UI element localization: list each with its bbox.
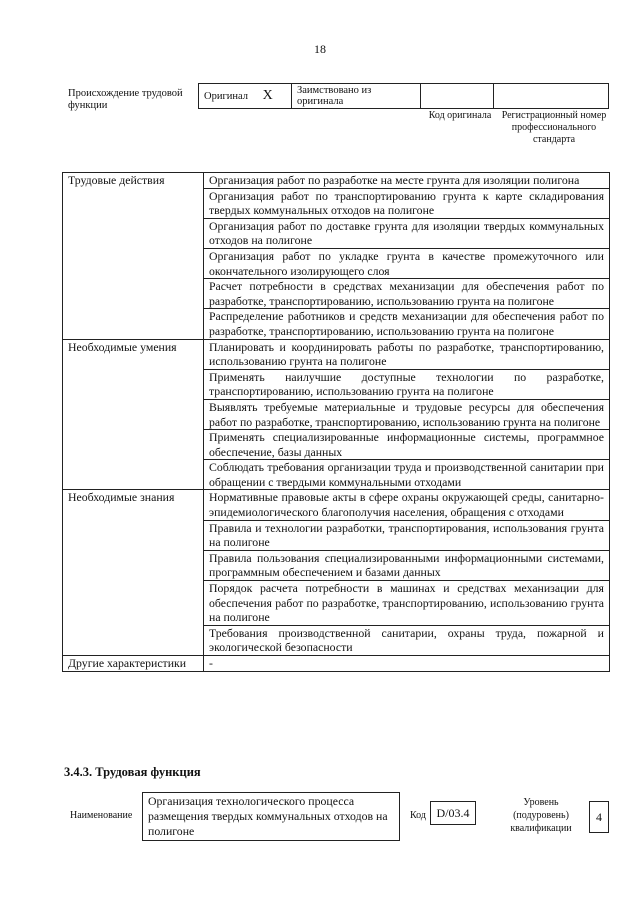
item-cell: Применять специализированные информационные системы, программное обеспечение, базы данных <box>204 430 610 460</box>
table-row <box>63 339 610 369</box>
code-original-caption: Код оригинала <box>428 110 492 121</box>
qualification-level-label: Уровень (подуровень) квалификации <box>510 797 572 834</box>
item-cell: Расчет потребности в средствах механизации для обеспечения работ по разработке, транспортированию, использованию грунта на полигоне <box>204 279 610 309</box>
item-cell: Организация работ по разработке на месте грунта для изоляции полигона <box>204 173 610 189</box>
item-cell: Распределение работников и средств механизации для обеспечения работ по разработке, транспортированию, использованию грунта на полигоне <box>204 309 610 339</box>
item-cell: Организация работ по укладке грунта в качестве промежуточного или окончательного изолирующего слоя <box>204 248 610 278</box>
category-cell: Трудовые действия <box>63 173 204 340</box>
original-mark: X <box>262 88 273 103</box>
item-cell: Правила и технологии разработки, транспортирования, использования грунта на полигоне <box>204 520 610 550</box>
name-label: Наименование <box>70 810 133 821</box>
category-cell: Необходимые умения <box>63 339 204 490</box>
table-row <box>63 490 610 520</box>
item-cell: - <box>204 656 610 672</box>
table-row <box>63 656 610 672</box>
item-cell: Требования производственной санитарии, охраны труда, пожарной и экологической безопасности <box>204 625 610 655</box>
item-cell: Правила пользования специализированными информационными системами, программным обеспечением и базами данных <box>204 550 610 580</box>
origin-label: Происхождение трудовой функции <box>68 88 183 111</box>
labor-function-table <box>62 172 610 672</box>
item-cell: Выявлять требуемые материальные и трудовые ресурсы для обеспечения работ по разработке, транспортированию, использованию грунта на полигоне <box>204 399 610 429</box>
origin-table <box>198 83 609 109</box>
original-label: Оригинал <box>204 91 248 102</box>
category-cell: Другие характеристики <box>63 656 204 672</box>
table-row <box>63 173 610 189</box>
item-cell: Соблюдать требования организации труда и производственной санитарии при обращении с твердыми коммунальными отходами <box>204 460 610 490</box>
original-cell <box>199 84 292 109</box>
reg-number-caption: Регистрационный номер профессионального стандарта <box>501 110 607 145</box>
origin-code-cell <box>421 84 494 109</box>
item-cell: Организация работ по доставке грунта для изоляции твердых коммунальных отходов на полигоне <box>204 218 610 248</box>
item-cell: Нормативные правовые акты в сфере охраны окружающей среды, санитарно-эпидемиологического благополучия населения, обращения с отходами <box>204 490 610 520</box>
item-cell: Порядок расчета потребности в машинах и средствах механизации для обеспечения работ по разработке, транспортированию, использованию грунта на полигоне <box>204 581 610 626</box>
item-cell: Организация работ по транспортированию грунта к карте складирования твердых коммунальных отходов на полигоне <box>204 188 610 218</box>
page-number: 18 <box>314 42 326 56</box>
origin-reg-cell <box>494 84 609 109</box>
category-cell: Необходимые знания <box>63 490 204 656</box>
function-code: D/03.4 <box>430 801 476 825</box>
section-title: 3.4.3. Трудовая функция <box>64 765 201 779</box>
code-label: Код <box>410 810 426 821</box>
item-cell: Применять наилучшие доступные технологии по разработке, транспортированию, использованию грунта на полигоне <box>204 369 610 399</box>
borrowed-cell: Заимствовано из оригинала <box>292 84 421 109</box>
item-cell: Планировать и координировать работы по разработке, транспортированию, использованию грунта на полигоне <box>204 339 610 369</box>
qualification-level: 4 <box>589 801 609 833</box>
function-name: Организация технологического процесса размещения твердых коммунальных отходов на полигоне <box>142 792 400 841</box>
